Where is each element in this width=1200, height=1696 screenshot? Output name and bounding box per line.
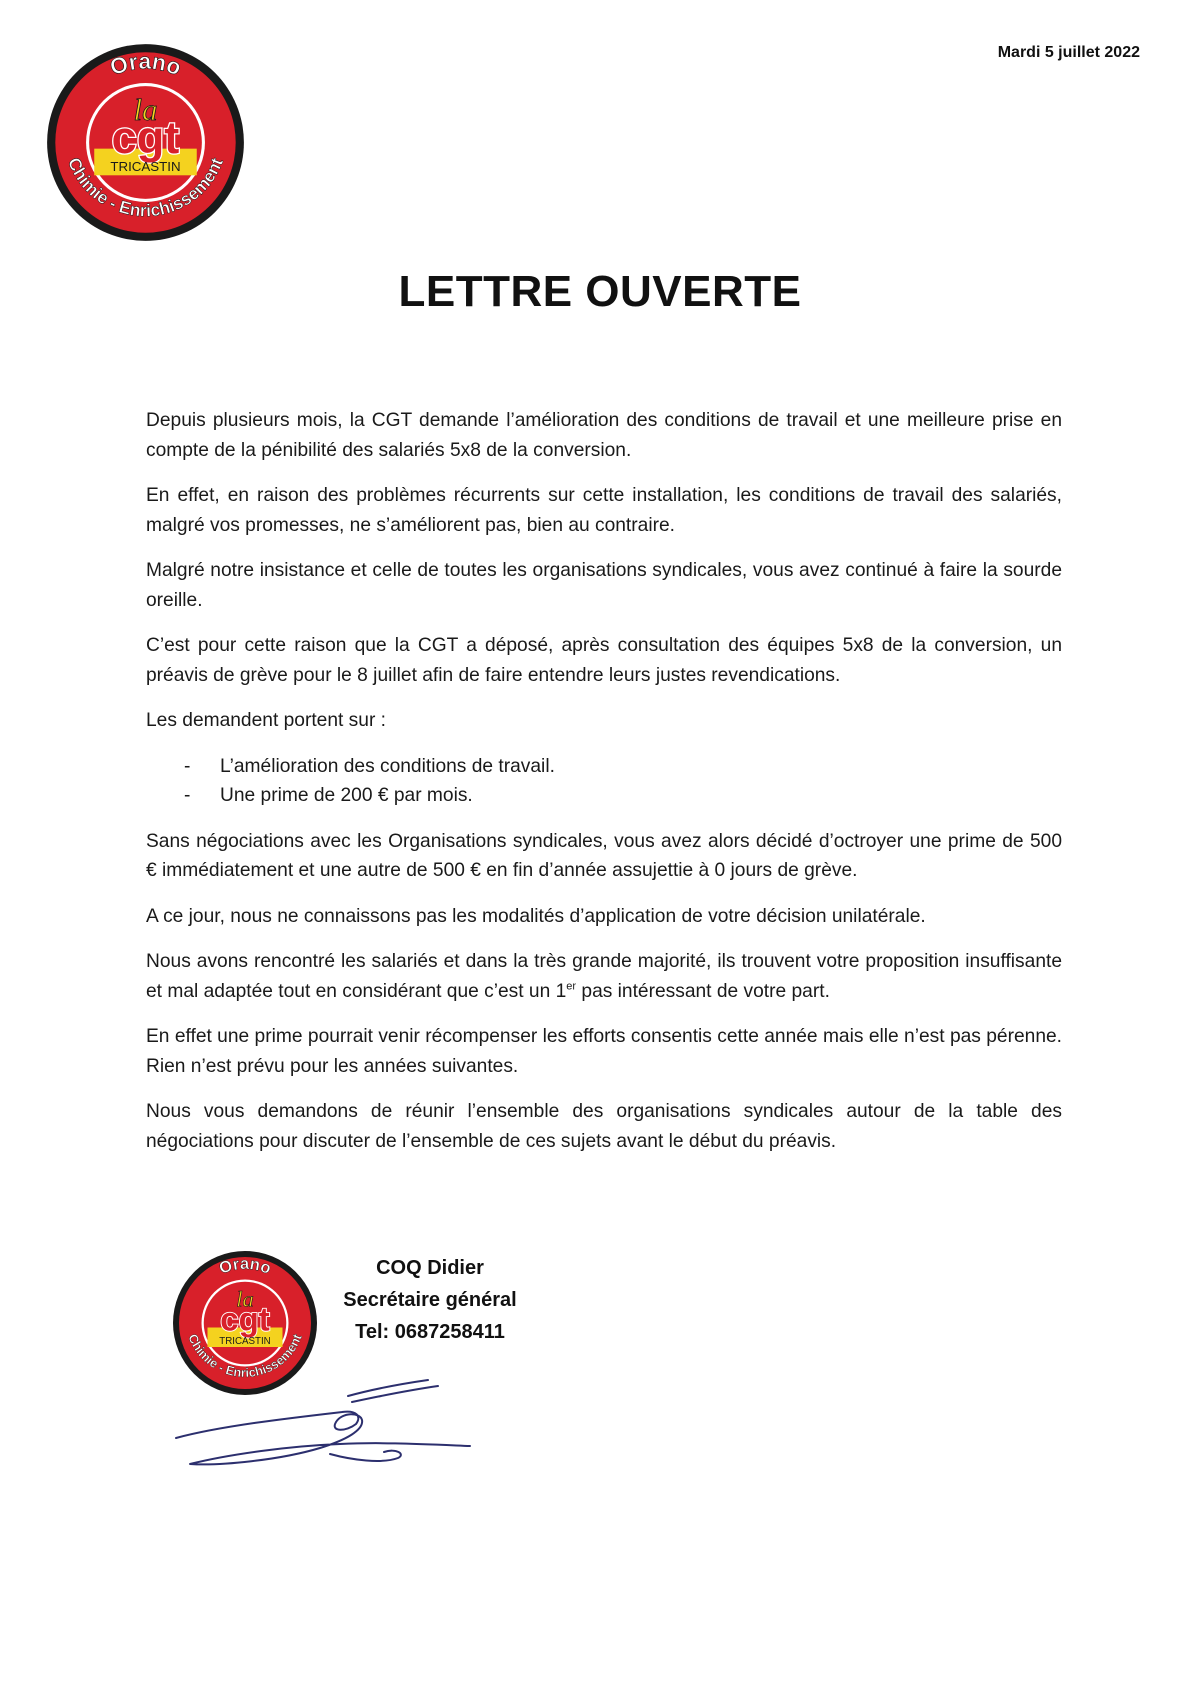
signature-block [320, 1252, 540, 1348]
dash-bullet-icon: - [184, 785, 191, 806]
paragraph-8 [146, 947, 1062, 1006]
paragraph-4: C’est pour cette raison que la CGT a déposé, après consultation des équipes 5x8 de la conversion, un préavis de grève pour le 8 juillet afin de faire entendre leurs justes revendications. [146, 635, 1062, 686]
demands-list [146, 752, 1062, 811]
paragraph-8-end: pas intéressant de votre part. [576, 980, 830, 1002]
paragraph-10: Nous vous demandons de réunir l’ensemble des organisations syndicales autour de la table des négociations pour discuter de l’ensemble de ces sujets avant le début du préavis. [146, 1101, 1062, 1152]
list-item [146, 781, 1062, 811]
list-item [146, 752, 1062, 782]
paragraph-6: Sans négociations avec les Organisations syndicales, vous avez alors décidé d’octroyer une prime de 500 € immédiatement et une autre de 500 € en fin d’année assujettie à 0 jours de grève. [146, 830, 1062, 881]
paragraph-3: Malgré notre insistance et celle de toutes les organisations syndicales, vous avez continué à faire la sourde oreille. [146, 560, 1062, 611]
ordinal-suffix: er [566, 980, 577, 993]
list-item-text: Une prime de 200 € par mois. [220, 785, 473, 806]
paragraph-5: Les demandent portent sur : [146, 710, 386, 731]
cgt-orano-logo [38, 40, 253, 245]
dash-bullet-icon: - [184, 755, 191, 777]
paragraph-9: En effet une prime pourrait venir récompenser les efforts consentis cette année mais elle n’est pas pérenne. Rien n’est prévu pour les années suivantes. [146, 1026, 1062, 1077]
paragraph-8-text: Nous avons rencontré les salariés et dans la très grande majorité, ils trouvent votre proposition insuffisante et mal adaptée tout en considérant que c’est un 1 [146, 951, 1062, 1002]
signatory-phone: Tel: 0687258411 [355, 1321, 505, 1343]
list-item-text: L’amélioration des conditions de travail. [220, 755, 555, 777]
signatory-role: Secrétaire général [343, 1289, 517, 1311]
signatory-name: COQ Didier [376, 1257, 484, 1279]
paragraph-1: Depuis plusieurs mois, la CGT demande l’amélioration des conditions de travail et une meilleure prise en compte de la pénibilité des salariés 5x8 de la conversion. [146, 410, 1062, 461]
page-title: LETTRE OUVERTE [398, 267, 802, 317]
paragraph-7: A ce jour, nous ne connaissons pas les modalités d’application de votre décision unilatérale. [146, 905, 926, 927]
letter-body [146, 406, 1062, 1172]
handwritten-signature [170, 1368, 510, 1488]
paragraph-2: En effet, en raison des problèmes récurrents sur cette installation, les conditions de travail des salariés, malgré vos promesses, ne s’améliorent pas, bien au contraire. [146, 485, 1062, 536]
letter-date: Mardi 5 juillet 2022 [997, 44, 1140, 61]
